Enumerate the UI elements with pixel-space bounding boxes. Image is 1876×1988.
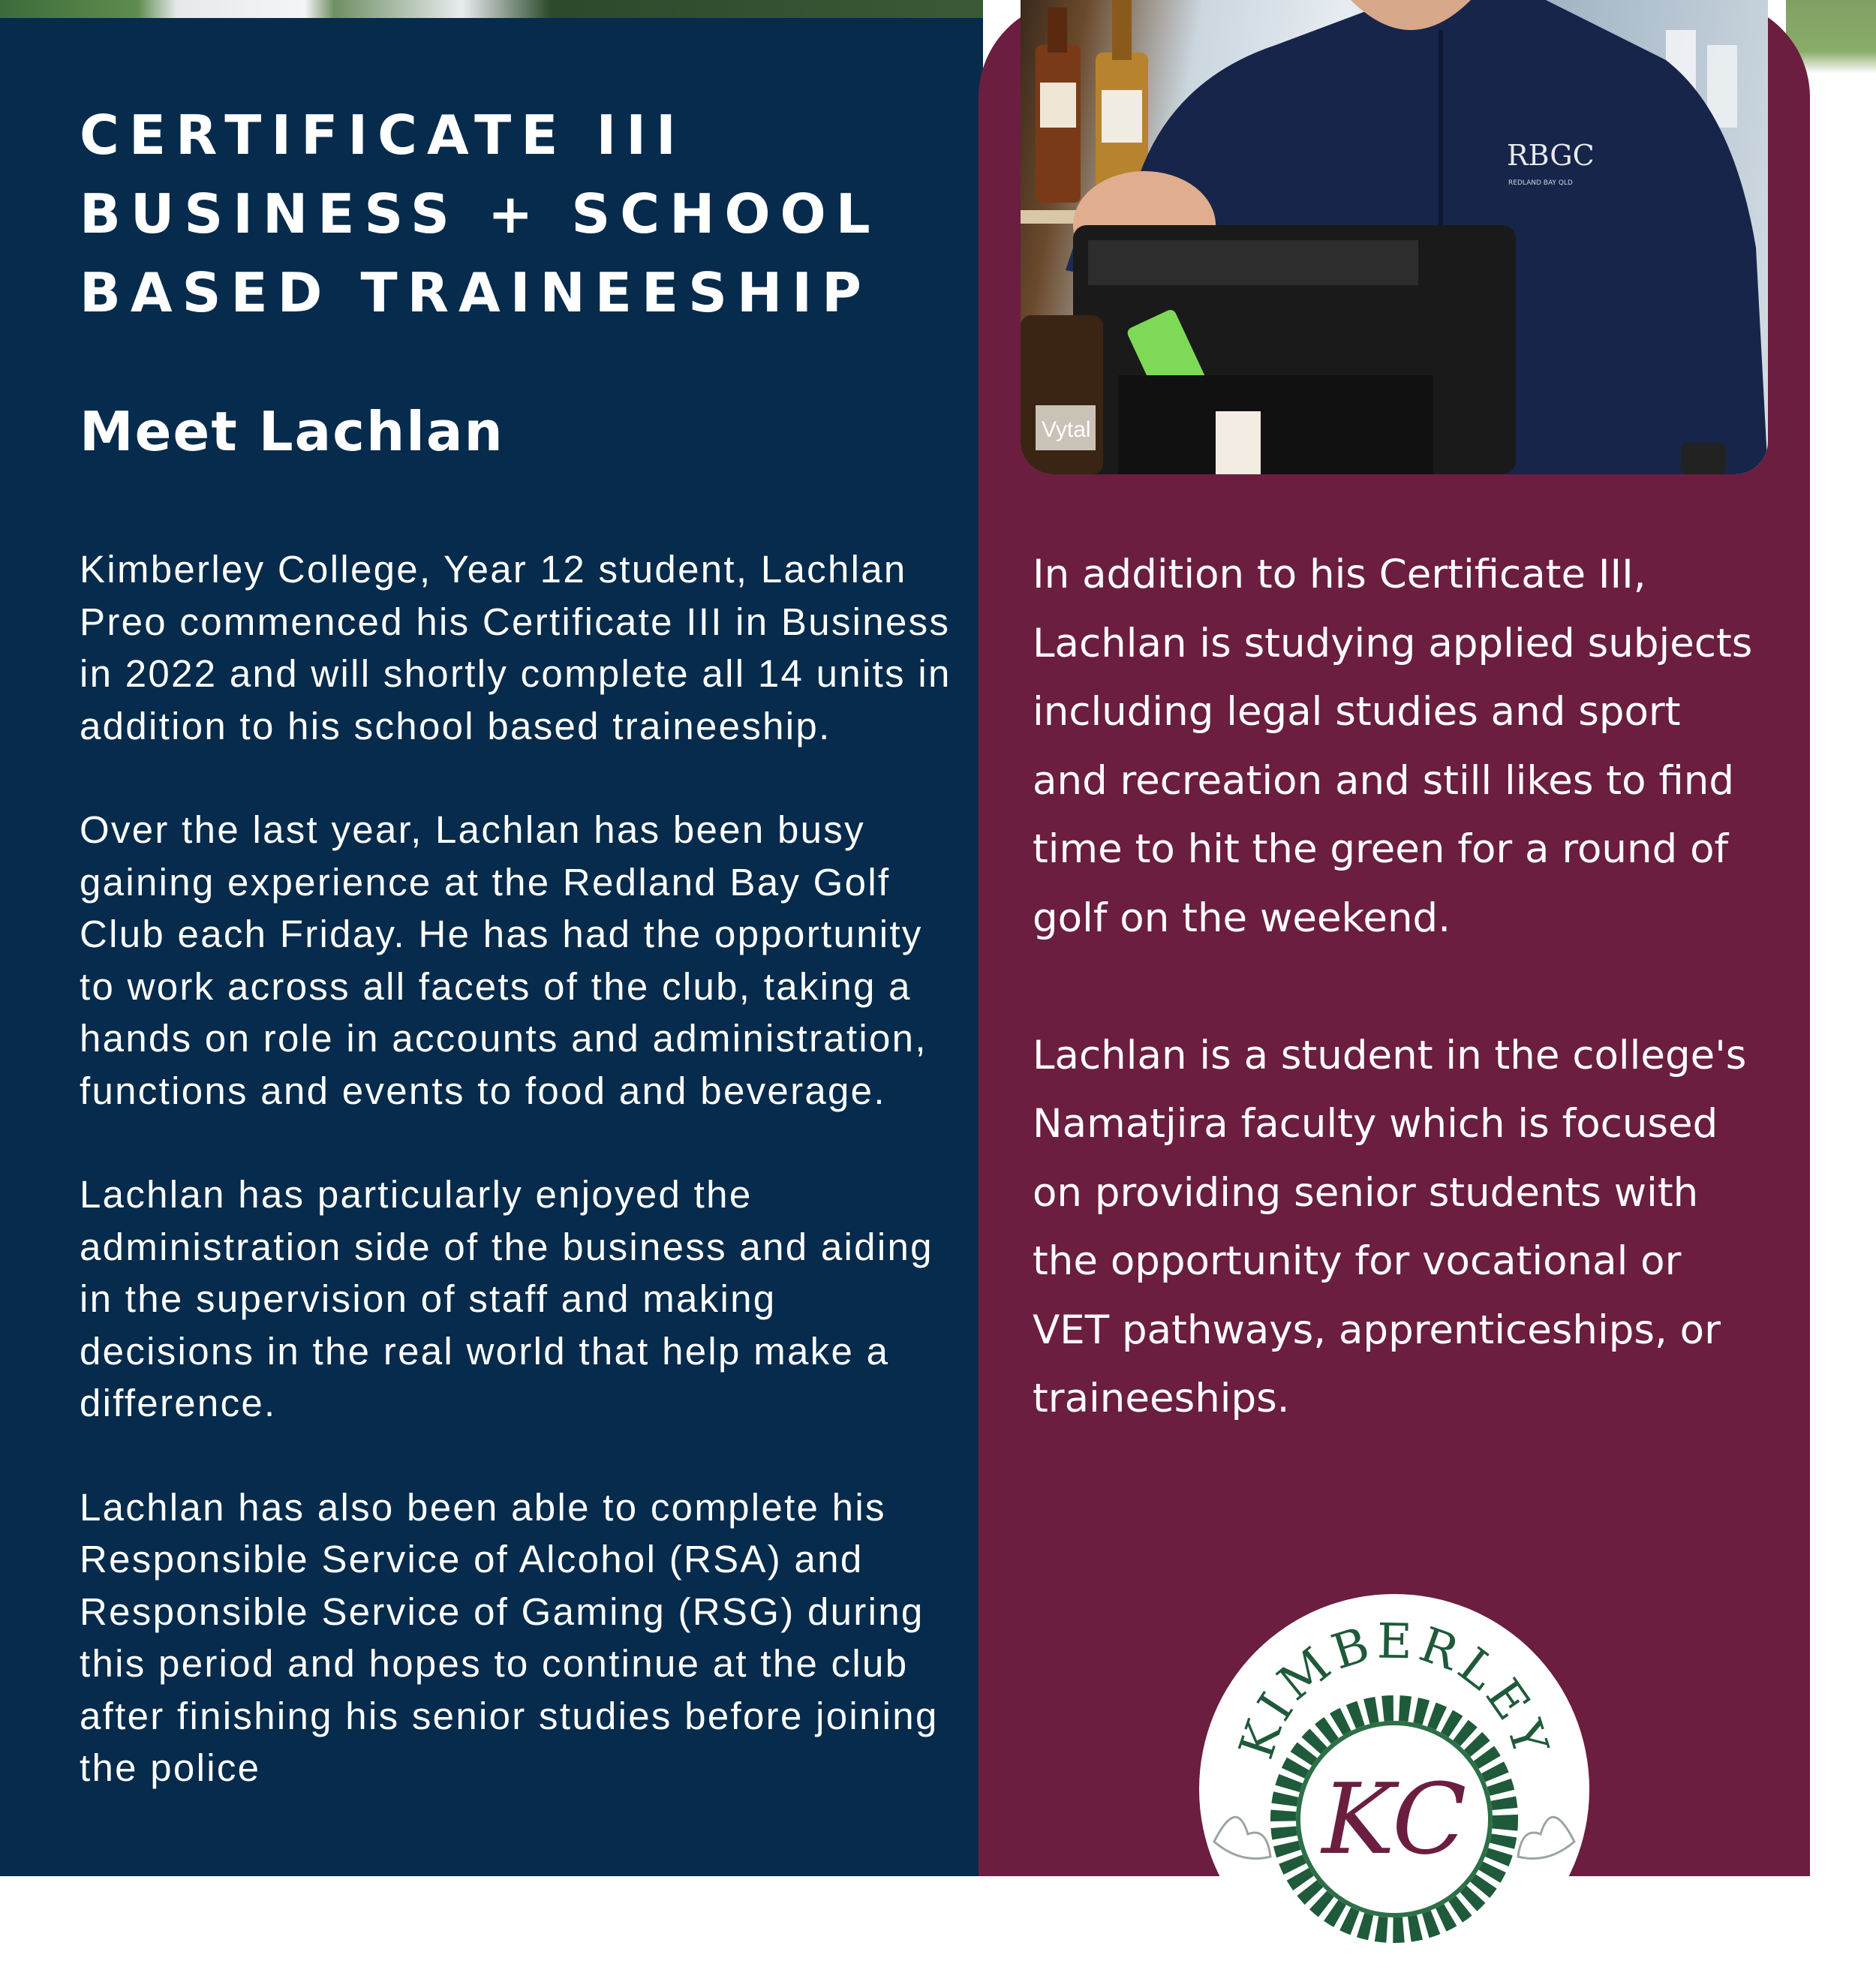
bottle-label-text: Vytal <box>1042 417 1091 442</box>
page-title <box>80 96 943 332</box>
right-paragraph-2: Lachlan is a student in the college's Namatjira faculty which is focused on providing senior students with the opportunity for vocational or VET pathways, apprenticeships, or traineeships. <box>1033 1032 1747 1421</box>
left-paragraph-3: Lachlan has particularly enjoyed the administration side of the business and aiding in the supervision of staff and making decisions in the real world that help make a difference. <box>80 1173 933 1424</box>
right-article-body <box>1033 540 1753 1502</box>
left-paragraph-4: Lachlan has also been able to complete his Responsible Service of Alcohol (RSA) and Responsible Service of Gaming (RSG) during this period and hopes to continue at the club after finishing his senior studies before joining the police <box>80 1485 939 1789</box>
logo-arc-text: KIMBERLEY <box>1228 1614 1559 1766</box>
left-paragraph-1: Kimberley College, Year 12 student, Lachlan Preo commenced his Certificate III in Business in 2022 and will shortly complete all 14 units in addition to his school based traineeship. <box>80 548 952 747</box>
top-photo-strip <box>0 0 983 18</box>
shirt-logo-text: RBGC <box>1507 139 1595 172</box>
subheading: Meet Lachlan <box>80 400 504 463</box>
logo-monogram: KC <box>1321 1762 1467 1876</box>
shirt-logo-subtext: REDLAND BAY QLD <box>1508 179 1573 187</box>
title-line-2: BUSINESS + SCHOOL <box>80 182 880 245</box>
left-article-body <box>80 543 958 1846</box>
left-paragraph-2: Over the last year, Lachlan has been busy gaining experience at the Redland Bay Golf Club each Friday. He has had the opportunity to work across all facets of the club, taking a hands on role in accounts and administration, functions and events to food and beverage. <box>80 808 927 1112</box>
title-line-1: CERTIFICATE III <box>80 104 686 167</box>
title-line-3: BASED TRAINEESHIP <box>80 261 871 324</box>
college-logo <box>1199 1594 1589 1984</box>
student-photo-illustration <box>1021 0 1768 474</box>
right-paragraph-1: In addition to his Certificate III, Lachlan is studying applied subjects including legal studies and sport and recreation and still likes to find time to hit the green for a round of golf on the weekend. <box>1033 552 1753 941</box>
student-photo <box>1021 0 1768 474</box>
college-crest-icon <box>1199 1594 1589 1984</box>
